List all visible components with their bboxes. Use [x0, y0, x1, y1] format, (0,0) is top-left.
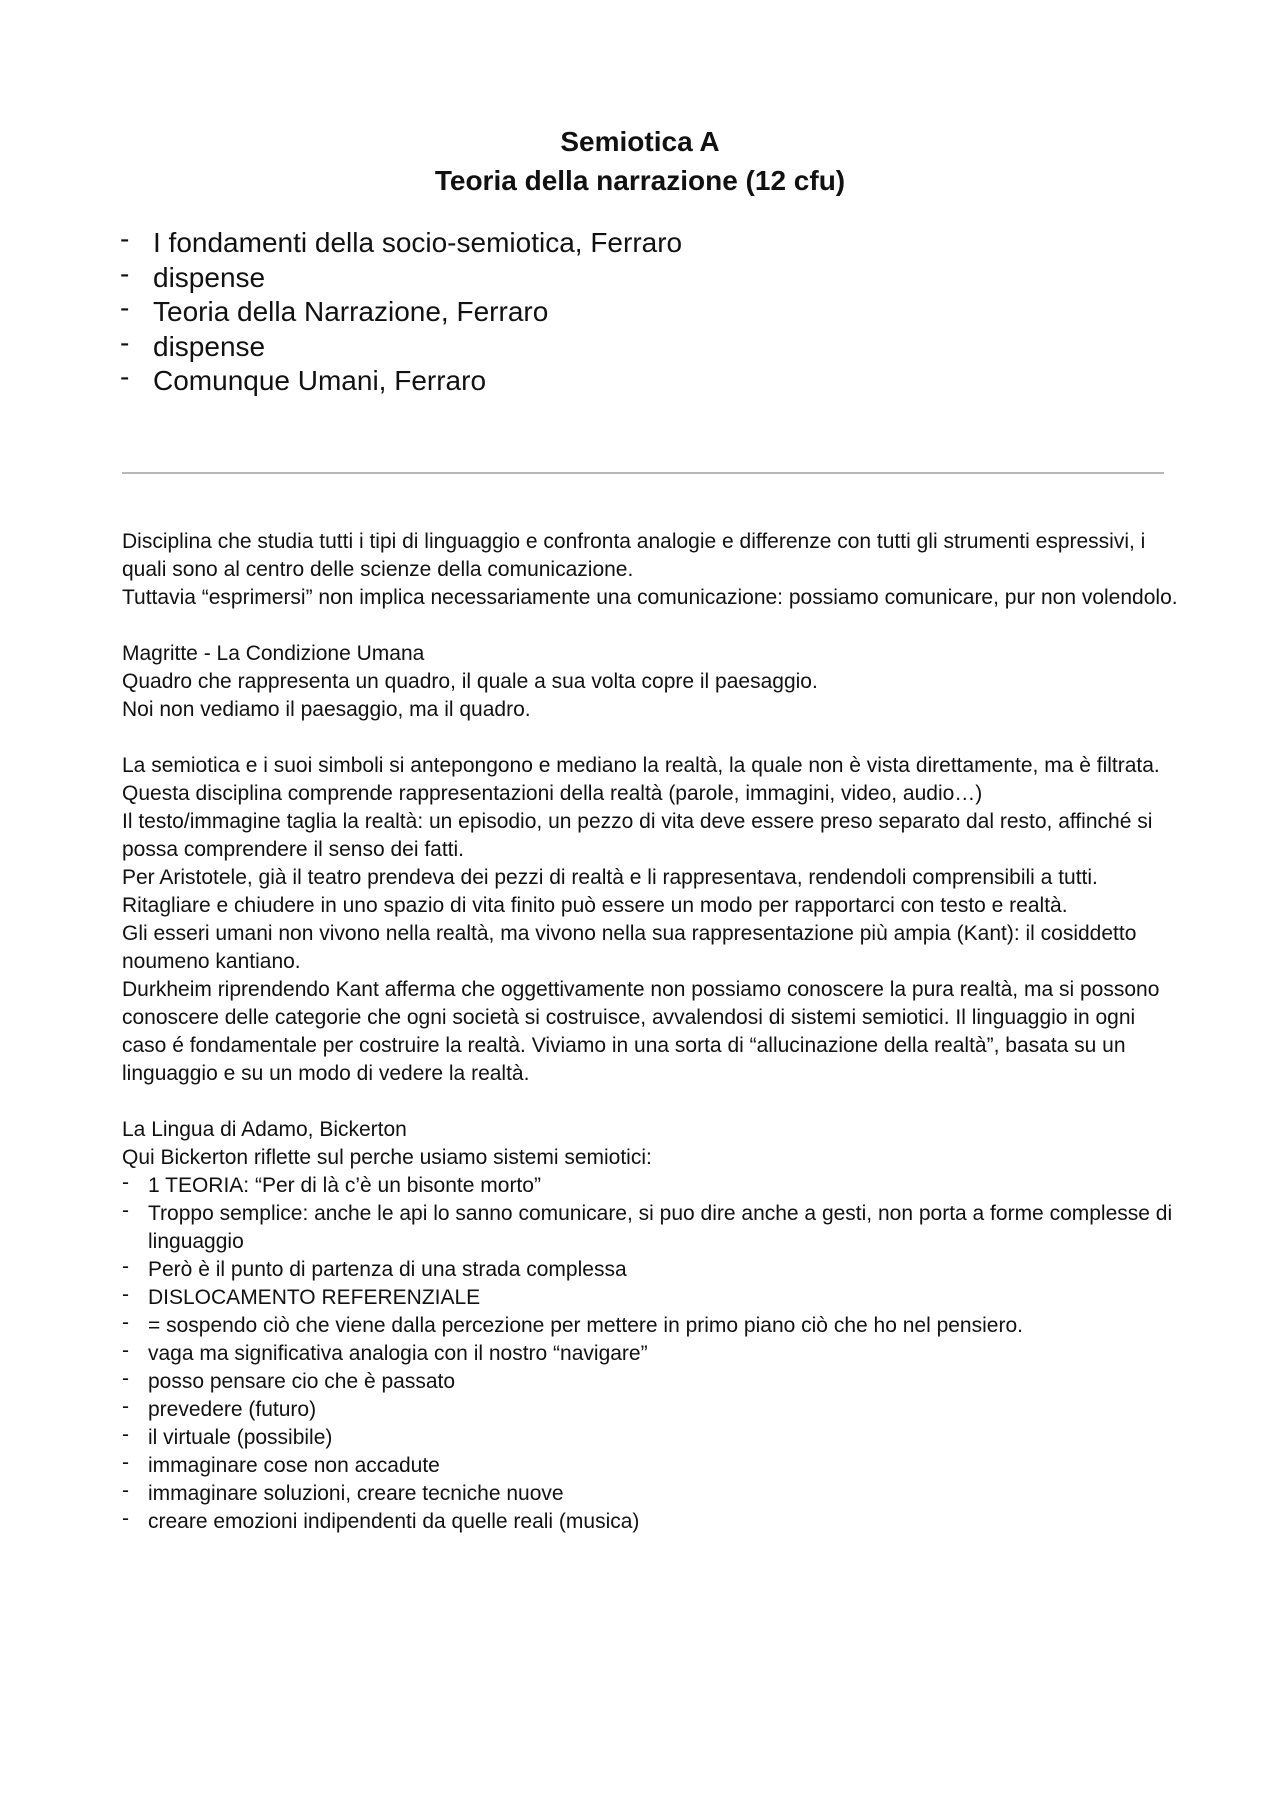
list-item: - DISLOCAMENTO REFERENZIALE	[122, 1283, 481, 1309]
bullet-dash: -	[120, 223, 130, 254]
list-item: - dispense	[120, 257, 266, 293]
list-item: - Però è il punto di partenza di una strada complessa	[122, 1255, 627, 1281]
list-item: - Comunque Umani, Ferraro	[120, 361, 487, 396]
paragraph-intro: Tuttavia “esprimersi” non implica necessariamente una comunicazione: possiamo comunicare, pur non volendolo.	[122, 586, 1178, 609]
list-item: - vaga ma significativa analogia con il nostro “navigare”	[122, 1339, 648, 1365]
document-title: Semiotica A	[560, 126, 720, 157]
paragraph: Quadro che rappresenta un quadro, il quale a sua volta copre il paesaggio.	[122, 670, 818, 693]
paragraph: Noi non vediamo il paesaggio, ma il quadro.	[122, 698, 531, 721]
paragraph-intro: Disciplina che studia tutti i tipi di linguaggio e confronta analogie e differenze con tutti gli strumenti espressivi, i quali sono al centro delle scienze della comunicazione.	[122, 530, 1146, 581]
list-item: - = sospendo ciò che viene dalla percezione per mettere in primo piano ciò che ho nel pensiero.	[122, 1311, 1023, 1337]
list-item: - creare emozioni indipendenti da quelle reali (musica)	[122, 1507, 640, 1533]
paragraph: La semiotica e i suoi simboli si antepongono e mediano la realtà, la quale non è vista direttamente, ma è filtrata. Questa disciplina comprende rappresentazioni della realtà (parole, immagini, video, audio…)	[122, 754, 1160, 805]
reading-list	[120, 223, 683, 399]
section-heading-magritte: Magritte - La Condizione Umana	[122, 642, 425, 665]
list-item: - Troppo semplice: anche le api lo sanno comunicare, si puo dire anche a gesti, non porta a forme complesse di linguaggio	[122, 1199, 1173, 1253]
list-item: - dispense	[120, 326, 266, 362]
paragraph: Per Aristotele, già il teatro prendeva dei pezzi di realtà e li rappresentava, rendendoli comprensibili a tutti. Ritagliare e chiudere in uno spazio di vita finito può essere un modo per rapportarci con testo e realtà.	[122, 866, 1098, 917]
list-item: - il virtuale (possibile)	[122, 1423, 333, 1449]
list-item: - I fondamenti della socio-semiotica, Ferraro	[120, 223, 683, 258]
section-heading-bickerton: La Lingua di Adamo, Bickerton	[122, 1118, 407, 1141]
notes-body	[122, 528, 1182, 1536]
list-item: - posso pensare cio che è passato	[122, 1367, 456, 1393]
title-block	[0, 122, 1280, 200]
list-item: - prevedere (futuro)	[122, 1395, 317, 1421]
paragraph: Gli esseri umani non vivono nella realtà, ma vivono nella sua rappresentazione più ampia (Kant): il cosiddetto noumeno kantiano.	[122, 922, 1137, 973]
bullet-dash: -	[120, 326, 130, 358]
list-item: - immaginare soluzioni, creare tecniche nuove	[122, 1479, 564, 1505]
document-subtitle: Teoria della narrazione (12 cfu)	[434, 165, 846, 196]
list-item: - 1 TEORIA: “Per di là c’è un bisonte morto”	[122, 1171, 541, 1197]
list-item: - Teoria della Narrazione, Ferraro	[120, 292, 549, 327]
paragraph: Qui Bickerton riflette sul perche usiamo sistemi semiotici:	[122, 1146, 652, 1169]
paragraph: Il testo/immagine taglia la realtà: un episodio, un pezzo di vita deve essere preso separato dal resto, affinché si possa comprendere il senso dei fatti.	[122, 810, 1153, 861]
bullet-dash: -	[120, 361, 130, 392]
bullet-dash: -	[120, 257, 130, 289]
paragraph: Durkheim riprendendo Kant afferma che oggettivamente non possiamo conoscere la pura realtà, ma si possono conoscere delle categorie che ogni società si costruisce, avvalendosi di sistemi semiotici. Il linguaggio in ogni caso é fondamentale per costruire la realtà. Viviamo in una sorta di “allucinazione della realtà”, basata su un linguaggio e su un modo di vedere la realtà.	[122, 978, 1160, 1085]
bullet-dash: -	[120, 292, 130, 323]
section-divider	[122, 472, 1164, 474]
bickerton-notes-list	[122, 1172, 1182, 1536]
list-item: - immaginare cose non accadute	[122, 1451, 440, 1477]
